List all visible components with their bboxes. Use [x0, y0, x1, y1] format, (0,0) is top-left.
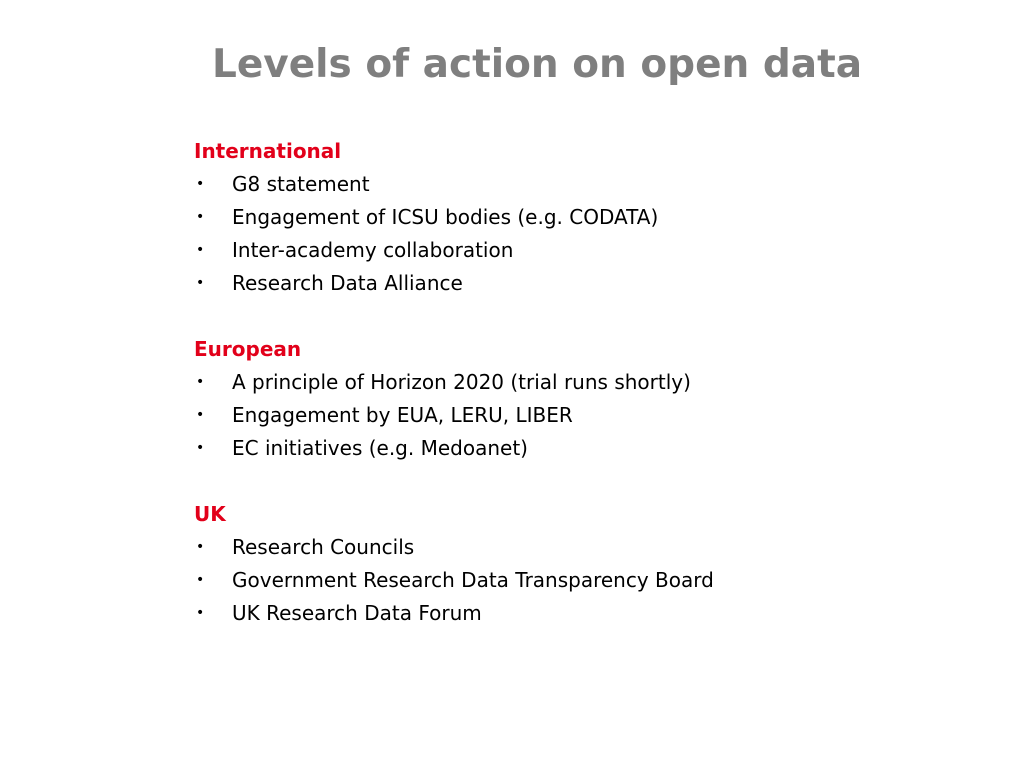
bullet-item [194, 168, 954, 201]
slide-title: Levels of action on open data [212, 42, 863, 87]
bullet-text: A principle of Horizon 2020 (trial runs shortly) [232, 370, 691, 394]
bullet-text: Government Research Data Transparency Board [232, 568, 714, 592]
bullet-item [194, 201, 954, 234]
bullet-item [194, 234, 954, 267]
section-heading: European [194, 337, 302, 361]
bullet-text: UK Research Data Forum [232, 601, 482, 625]
bullet-item [194, 564, 954, 597]
bullet-icon: • [196, 407, 205, 423]
bullet-item [194, 267, 954, 300]
bullet-icon: • [196, 242, 205, 258]
bullet-list [194, 366, 954, 465]
bullet-icon: • [196, 275, 205, 291]
bullet-icon: • [196, 176, 205, 192]
bullet-icon: • [196, 209, 205, 225]
bullet-item [194, 531, 954, 564]
bullet-text: Research Councils [232, 535, 415, 559]
bullet-list [194, 531, 954, 630]
bullet-item [194, 432, 954, 465]
bullet-text: Engagement by EUA, LERU, LIBER [232, 403, 573, 427]
bullet-text: Inter-academy collaboration [232, 238, 514, 262]
section-european [194, 333, 954, 465]
bullet-icon: • [196, 605, 205, 621]
bullet-item [194, 597, 954, 630]
bullet-text: G8 statement [232, 172, 370, 196]
bullet-icon: • [196, 440, 205, 456]
bullet-item [194, 366, 954, 399]
bullet-icon: • [196, 572, 205, 588]
bullet-list [194, 168, 954, 300]
section-heading: International [194, 139, 342, 163]
section-uk [194, 498, 954, 630]
section-international [194, 135, 954, 300]
bullet-icon: • [196, 374, 205, 390]
bullet-text: EC initiatives (e.g. Medoanet) [232, 436, 528, 460]
section-heading: UK [194, 502, 226, 526]
bullet-item [194, 399, 954, 432]
bullet-text: Engagement of ICSU bodies (e.g. CODATA) [232, 205, 659, 229]
bullet-text: Research Data Alliance [232, 271, 463, 295]
bullet-icon: • [196, 539, 205, 555]
slide-content [194, 135, 954, 663]
